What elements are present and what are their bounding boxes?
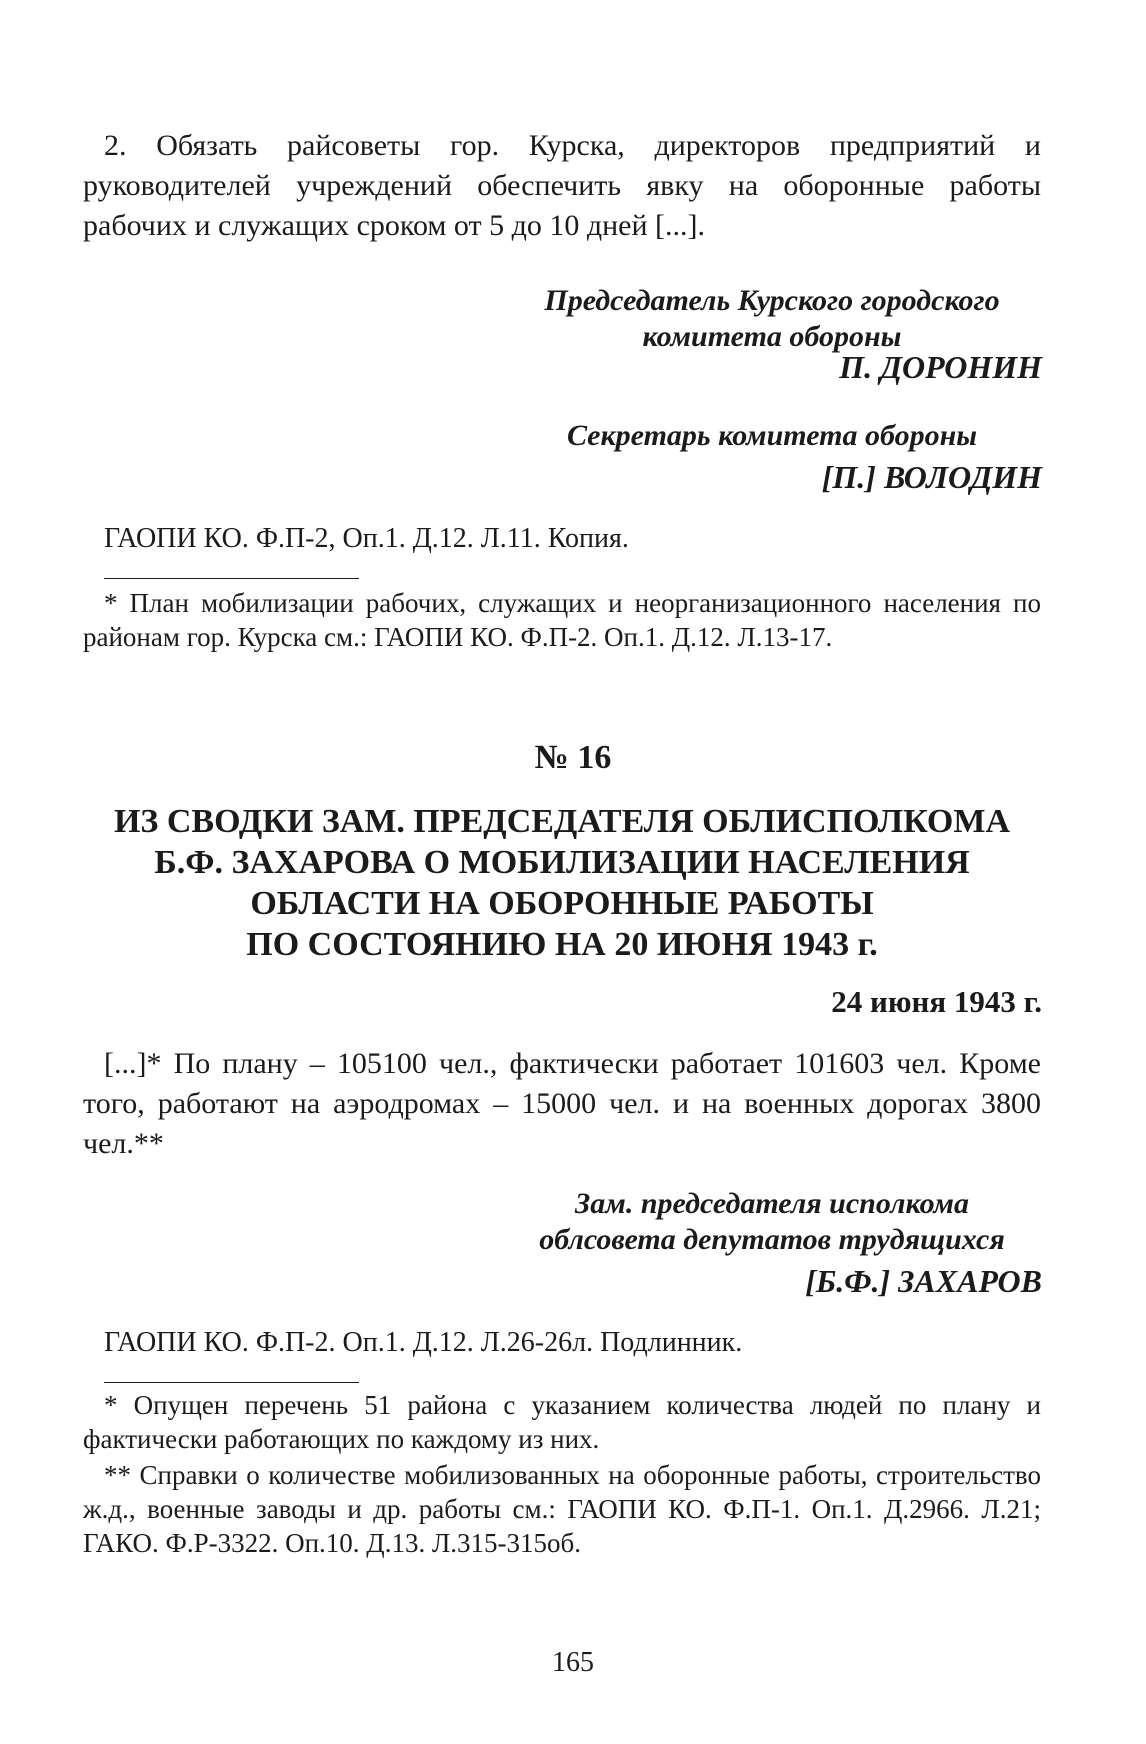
heading-line: Б.Ф. ЗАХАРОВА О МОБИЛИЗАЦИИ НАСЕЛЕНИЯ — [154, 844, 970, 881]
footnote-divider — [104, 578, 359, 579]
document-number: № 16 — [534, 739, 612, 776]
paragraph-2: 2. Обязать райсоветы гор. Курска, директоров предприятий и руководителей учреждений обеспечить явку на оборонные работы рабочих и служащих сроком от 5 до 10 дней [...]. — [83, 129, 1041, 242]
footnote-2: * Опущен перечень 51 района с указанием количества людей по плану и фактически работающих по каждому из них. — [83, 1390, 1041, 1454]
signature-title-line: облсовета депутатов трудящихся — [539, 1223, 1005, 1256]
footnote-divider — [104, 1382, 359, 1383]
signature-title-deputy — [502, 1186, 1042, 1258]
footnote-3: ** Справки о количестве мобилизованных на оборонные работы, строительство ж.д., военные заводы и др. работы см.: ГАОПИ КО. Ф.П-1. Оп.1. Д.2966. Л.21; ГАКО. Ф.Р-3322. Оп.10. Д.13. Л.315-315об. — [83, 1460, 1041, 1558]
document-heading — [83, 801, 1041, 965]
main-paragraph: [...]* По плану – 105100 чел., фактически работает 101603 чел. Кроме того, работают на аэродромах – 15000 чел. и на военных дорогах 3800 чел.** — [83, 1047, 1041, 1160]
signature-title-chairman — [502, 283, 1042, 355]
heading-line: ИЗ СВОДКИ ЗАМ. ПРЕДСЕДАТЕЛЯ ОБЛИСПОЛКОМА — [113, 803, 1011, 840]
signature-name-zakharov: [Б.Ф.] ЗАХАРОВ — [805, 1263, 1042, 1299]
signature-title-line: Зам. председателя исполкома — [575, 1187, 969, 1220]
signature-name-doronin: П. ДОРОНИН — [839, 349, 1042, 385]
footnote-1: * План мобилизации рабочих, служащих и неорганизационного населения по районам гор. Курска см.: ГАОПИ КО. Ф.П-2. Оп.1. Д.12. Л.13-17. — [83, 588, 1041, 652]
signature-title-secretary: Секретарь комитета обороны — [566, 419, 978, 452]
archive-source-1: ГАОПИ КО. Ф.П-2, Оп.1. Д.12. Л.11. Копия. — [104, 523, 629, 554]
page-number: 165 — [552, 1647, 594, 1678]
heading-line: ПО СОСТОЯНИЮ НА 20 ИЮНЯ 1943 г. — [246, 926, 878, 963]
document-date: 24 июня 1943 г. — [831, 984, 1042, 1019]
signature-name-volodin: [П.] ВОЛОДИН — [821, 459, 1042, 495]
archive-source-2: ГАОПИ КО. Ф.П-2. Оп.1. Д.12. Л.26-26л. Подлинник. — [104, 1327, 743, 1358]
signature-title-line: Председатель Курского городского — [544, 284, 1000, 317]
heading-line: ОБЛАСТИ НА ОБОРОННЫЕ РАБОТЫ — [250, 885, 874, 922]
signature-title-line: комитета обороны — [642, 320, 902, 353]
